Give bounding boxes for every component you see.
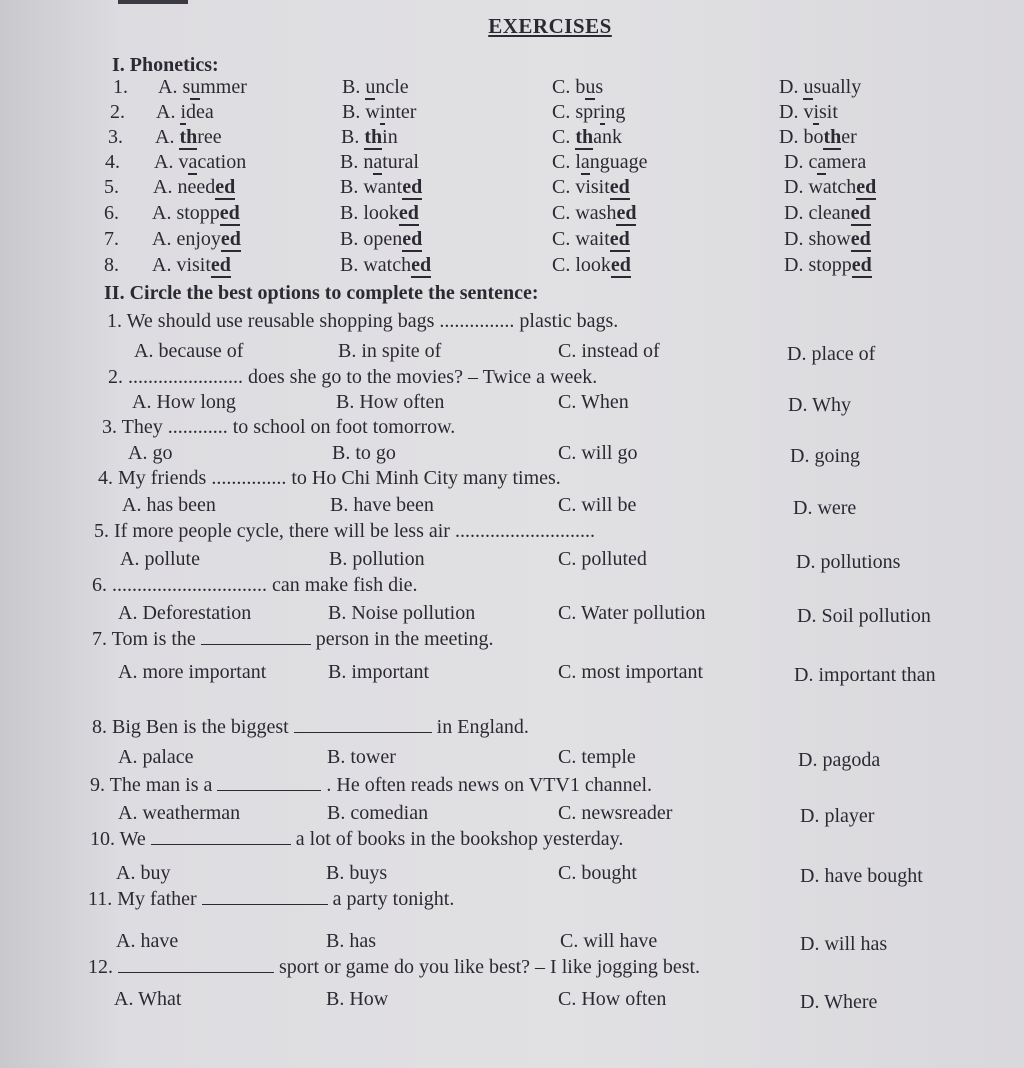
question-text: to school on foot tomorrow. [232, 416, 456, 438]
question-text: 9. The man is a [90, 774, 213, 796]
word-part: mmer [200, 76, 247, 98]
word-part: sit [819, 101, 838, 123]
answer-blank[interactable]: ............... [439, 310, 515, 332]
answer-option[interactable] [779, 76, 861, 99]
option-letter: D. [784, 254, 809, 276]
word-part: spr [575, 101, 600, 123]
word-part: watch [363, 254, 412, 276]
question-text: 1. We should use reusable shopping bags [107, 310, 435, 332]
question-text: 5. If more people cycle, there will be less air [94, 520, 450, 542]
option-letter: A. [152, 228, 177, 250]
underlined-sound: ed [219, 202, 240, 224]
answer-blank[interactable] [294, 718, 432, 733]
answer-option[interactable]: B. How [326, 988, 389, 1010]
underlined-sound: th [364, 126, 383, 148]
underlined-sound: i [813, 101, 820, 123]
answer-option[interactable]: B. has [326, 930, 376, 952]
option-letter: C. [552, 126, 576, 148]
question-stem [102, 416, 455, 439]
answer-option[interactable]: A. How long [132, 391, 236, 413]
header-mark [118, 0, 188, 4]
answer-option[interactable]: B. Noise pollution [328, 602, 476, 624]
answer-option[interactable] [552, 126, 622, 149]
option-letter: A. [156, 101, 181, 123]
answer-option[interactable] [341, 126, 398, 149]
question-number: 3. [108, 126, 123, 148]
option-letter: B. [341, 126, 365, 148]
question-text: does she go to the movies? – Twice a week. [248, 366, 598, 388]
option-letter: D. [784, 228, 809, 250]
word-part: clean [808, 202, 851, 224]
word-part: sually [813, 76, 862, 98]
word-part: c [808, 151, 818, 173]
phonetics-row [0, 176, 1024, 202]
question-text: 10. We [90, 828, 146, 850]
question-stem [107, 310, 618, 333]
word-part: enjoy [176, 228, 221, 250]
word-part: cation [197, 151, 247, 173]
underlined-sound: ed [210, 254, 231, 276]
question-stem [88, 956, 700, 979]
answer-option[interactable] [152, 254, 231, 277]
word-part: nguage [589, 151, 648, 173]
word-part: b [575, 76, 586, 98]
question-stem [98, 467, 561, 490]
word-part: ng [605, 101, 626, 123]
question-number: 5. [104, 176, 119, 198]
answer-option[interactable] [552, 254, 631, 277]
answer-blank[interactable]: ............... [211, 467, 287, 489]
underlined-sound: ed [616, 202, 637, 224]
word-part: l [575, 151, 581, 173]
option-letter: D. [779, 101, 804, 123]
word-part: er [841, 126, 857, 148]
phonetics-row [0, 76, 1024, 102]
underlined-sound: ed [215, 176, 236, 198]
question-stem [92, 574, 418, 597]
word-part: w [365, 101, 380, 123]
answer-option[interactable]: A. What [114, 988, 182, 1010]
answer-option[interactable]: C. will be [558, 494, 637, 516]
answer-option[interactable]: A. pollute [120, 548, 200, 570]
question-text: 3. They [102, 416, 163, 438]
answer-option[interactable] [784, 202, 871, 225]
option-letter: C. [552, 76, 576, 98]
answer-option[interactable]: D. pollutions [796, 551, 901, 573]
answer-option[interactable] [784, 151, 866, 174]
answer-option[interactable]: C. bought [558, 862, 637, 884]
answer-option[interactable]: A. weatherman [118, 802, 241, 824]
option-letter: A. [152, 254, 177, 276]
answer-option[interactable]: A. Deforestation [118, 602, 252, 624]
answer-option[interactable]: C. When [558, 391, 629, 413]
word-part: wash [575, 202, 617, 224]
answer-option[interactable] [340, 202, 419, 225]
underlined-sound: a [580, 151, 590, 173]
word-part: ncle [375, 76, 409, 98]
question-text: . He often reads news on VTV1 channel. [326, 774, 653, 796]
phonetics-row [0, 228, 1024, 254]
word-part: want [363, 176, 403, 198]
answer-option[interactable] [779, 101, 838, 124]
answer-option[interactable] [784, 228, 871, 251]
underlined-sound: ed [609, 228, 630, 250]
option-letter: C. [552, 151, 576, 173]
answer-option[interactable]: C. will have [560, 930, 658, 952]
option-letter: C. [552, 202, 576, 224]
answer-option[interactable]: C. How often [558, 988, 667, 1010]
option-letter: A. [158, 76, 183, 98]
answer-option[interactable]: B. pollution [329, 548, 425, 570]
answer-blank[interactable] [217, 776, 321, 791]
answer-option[interactable]: B. to go [332, 442, 396, 464]
option-letter: A. [155, 126, 180, 148]
answer-option[interactable] [552, 176, 630, 199]
question-number: 1. [113, 76, 128, 98]
underlined-sound: th [575, 126, 594, 148]
question-text: person in the meeting. [315, 628, 494, 650]
answer-option[interactable]: C. Water pollution [558, 602, 706, 624]
word-part: tural [382, 151, 419, 173]
answer-option[interactable]: A. palace [118, 746, 194, 768]
answer-option[interactable] [152, 228, 241, 251]
word-part: in [382, 126, 398, 148]
question-number: 7. [104, 228, 119, 250]
word-part: look [363, 202, 399, 224]
answer-option[interactable]: B. important [328, 661, 430, 683]
word-part: stopp [808, 254, 852, 276]
answer-blank[interactable] [151, 830, 291, 845]
answer-option[interactable] [154, 151, 246, 174]
option-letter: C. [552, 254, 576, 276]
answer-option[interactable] [552, 151, 648, 174]
option-letter: B. [340, 176, 364, 198]
answer-option[interactable] [340, 176, 422, 199]
answer-option[interactable]: A. have [116, 930, 179, 952]
question-text: plastic bags. [519, 310, 619, 332]
answer-option[interactable]: D. were [793, 497, 857, 519]
answer-blank[interactable] [118, 958, 274, 973]
phonetics-row [0, 101, 1024, 127]
answer-blank[interactable] [202, 890, 328, 905]
question-text: 6. [92, 574, 107, 596]
word-part: open [363, 228, 403, 250]
answer-option[interactable]: C. temple [558, 746, 636, 768]
option-letter: A. [152, 202, 177, 224]
answer-option[interactable]: A. has been [122, 494, 216, 516]
answer-option[interactable]: D. pagoda [798, 749, 881, 771]
underlined-sound: u [190, 76, 201, 98]
answer-option[interactable] [155, 126, 222, 149]
option-letter: C. [552, 228, 576, 250]
phonetics-row [0, 151, 1024, 177]
underlined-sound: ed [411, 254, 432, 276]
answer-option[interactable] [152, 202, 240, 225]
underlined-sound: ed [220, 228, 241, 250]
option-letter: D. [779, 126, 804, 148]
question-text: 2. [108, 366, 123, 388]
question-stem [88, 888, 454, 911]
underlined-sound: u [585, 76, 596, 98]
option-letter: D. [784, 176, 809, 198]
question-stem [90, 828, 623, 851]
question-number: 6. [104, 202, 119, 224]
answer-option[interactable]: A. buy [116, 862, 171, 884]
answer-option[interactable] [784, 176, 876, 199]
option-letter: B. [342, 101, 366, 123]
underlined-sound: a [373, 151, 383, 173]
underlined-sound: i [379, 101, 386, 123]
underlined-sound: u [803, 76, 814, 98]
answer-option[interactable]: C. newsreader [558, 802, 673, 824]
answer-option[interactable]: A. go [128, 442, 173, 464]
word-part: visit [575, 176, 610, 198]
option-letter: D. [779, 76, 804, 98]
word-part: s [182, 76, 191, 98]
answer-option[interactable]: D. Why [788, 394, 851, 416]
option-letter: C. [552, 176, 576, 198]
answer-option[interactable] [342, 76, 409, 99]
answer-option[interactable] [156, 101, 214, 124]
answer-option[interactable] [552, 202, 636, 225]
answer-option[interactable] [340, 254, 431, 277]
answer-option[interactable] [552, 101, 625, 124]
option-letter: A. [153, 176, 178, 198]
question-text: 4. My friends [98, 467, 207, 489]
phonetics-heading: I. Phonetics: [112, 54, 219, 76]
answer-option[interactable] [340, 228, 422, 251]
page-title: EXERCISES [488, 14, 612, 38]
underlined-sound: i [180, 101, 187, 123]
underlined-sound: ed [609, 176, 630, 198]
question-text: a lot of books in the bookshop yesterday. [295, 828, 624, 850]
answer-option[interactable]: D. place of [787, 343, 876, 365]
question-stem [92, 716, 529, 739]
answer-option[interactable]: A. more important [118, 661, 267, 683]
answer-option[interactable]: D. going [790, 445, 860, 467]
underlined-sound: u [365, 76, 376, 98]
answer-option[interactable]: D. will has [800, 933, 888, 955]
answer-blank[interactable]: ....................... [128, 366, 243, 388]
question-text: 12. [88, 956, 113, 978]
answer-option[interactable]: D. Where [800, 991, 878, 1013]
word-part: need [177, 176, 216, 198]
answer-option[interactable]: C. instead of [558, 340, 660, 362]
answer-blank[interactable]: ............ [167, 416, 228, 438]
word-part: ree [197, 126, 222, 148]
question-stem [94, 520, 595, 543]
question-stem [108, 366, 597, 389]
answer-blank[interactable] [201, 630, 311, 645]
answer-option[interactable] [158, 76, 247, 99]
answer-option[interactable]: D. have bought [800, 865, 923, 887]
underlined-sound: a [188, 151, 198, 173]
answer-blank[interactable]: ............................... [112, 574, 267, 596]
question-text: can make fish die. [272, 574, 418, 596]
word-part: bo [803, 126, 824, 148]
underlined-sound: i [599, 101, 606, 123]
question-text: a party tonight. [332, 888, 455, 910]
word-part: n [363, 151, 374, 173]
question-number: 2. [110, 101, 125, 123]
word-part: ank [593, 126, 623, 148]
answer-option[interactable]: C. will go [558, 442, 638, 464]
question-stem [92, 628, 494, 651]
word-part: nter [385, 101, 417, 123]
option-letter: C. [552, 101, 576, 123]
question-stem [90, 774, 652, 797]
underlined-sound: ed [402, 228, 423, 250]
option-letter: B. [342, 76, 366, 98]
answer-option[interactable]: D. Soil pollution [797, 605, 931, 627]
word-part: v [178, 151, 189, 173]
underlined-sound: ed [398, 202, 419, 224]
underlined-sound: ed [610, 254, 631, 276]
word-part: v [803, 101, 814, 123]
answer-option[interactable]: B. in spite of [338, 340, 442, 362]
word-part: look [575, 254, 611, 276]
answer-option[interactable]: B. tower [327, 746, 396, 768]
answer-option[interactable] [340, 151, 419, 174]
phonetics-row [0, 202, 1024, 228]
underlined-sound: ed [402, 176, 423, 198]
option-letter: A. [154, 151, 179, 173]
word-part: watch [808, 176, 857, 198]
option-letter: B. [340, 202, 364, 224]
option-letter: B. [340, 254, 364, 276]
word-part: dea [186, 101, 214, 123]
answer-option[interactable]: C. most important [558, 661, 703, 683]
option-letter: D. [784, 151, 809, 173]
question-text: in England. [436, 716, 529, 738]
answer-option[interactable]: B. have been [330, 494, 434, 516]
phonetics-row [0, 254, 1024, 280]
option-letter: D. [784, 202, 809, 224]
answer-option[interactable] [552, 76, 603, 99]
word-part: wait [575, 228, 610, 250]
underlined-sound: ed [851, 254, 872, 276]
underlined-sound: th [823, 126, 842, 148]
answer-option[interactable]: B. buys [326, 862, 388, 884]
word-part: s [595, 76, 604, 98]
question-number: 4. [105, 151, 120, 173]
question-text: sport or game do you like best? – I like jogging best. [279, 956, 701, 978]
question-text: to Ho Chi Minh City many times. [291, 467, 561, 489]
question-text: 8. Big Ben is the biggest [92, 716, 289, 738]
option-letter: B. [340, 228, 364, 250]
underlined-sound: ed [850, 228, 871, 250]
word-part: show [808, 228, 851, 250]
underlined-sound: ed [850, 202, 871, 224]
underlined-sound: ed [856, 176, 877, 198]
answer-option[interactable] [784, 254, 872, 277]
answer-blank[interactable]: ............................ [454, 520, 595, 542]
question-text: 11. My father [88, 888, 197, 910]
phonetics-row [0, 126, 1024, 152]
answer-option[interactable] [153, 176, 235, 199]
answer-option[interactable] [779, 126, 857, 149]
answer-option[interactable]: C. polluted [558, 548, 647, 570]
answer-option[interactable]: D. important than [794, 664, 936, 686]
underlined-sound: a [817, 151, 827, 173]
word-part: stopp [176, 202, 220, 224]
answer-option[interactable] [552, 228, 630, 251]
question-number: 8. [104, 254, 119, 276]
option-letter: B. [340, 151, 364, 173]
answer-option[interactable]: B. comedian [327, 802, 429, 824]
grammar-heading: II. Circle the best options to complete the sentence: [104, 282, 539, 304]
answer-option[interactable]: B. How often [336, 391, 445, 413]
word-part: mera [826, 151, 867, 173]
answer-option[interactable]: A. because of [134, 340, 244, 362]
underlined-sound: th [179, 126, 198, 148]
answer-option[interactable] [342, 101, 416, 124]
word-part: visit [176, 254, 211, 276]
question-text: 7. Tom is the [92, 628, 196, 650]
answer-option[interactable]: D. player [800, 805, 875, 827]
